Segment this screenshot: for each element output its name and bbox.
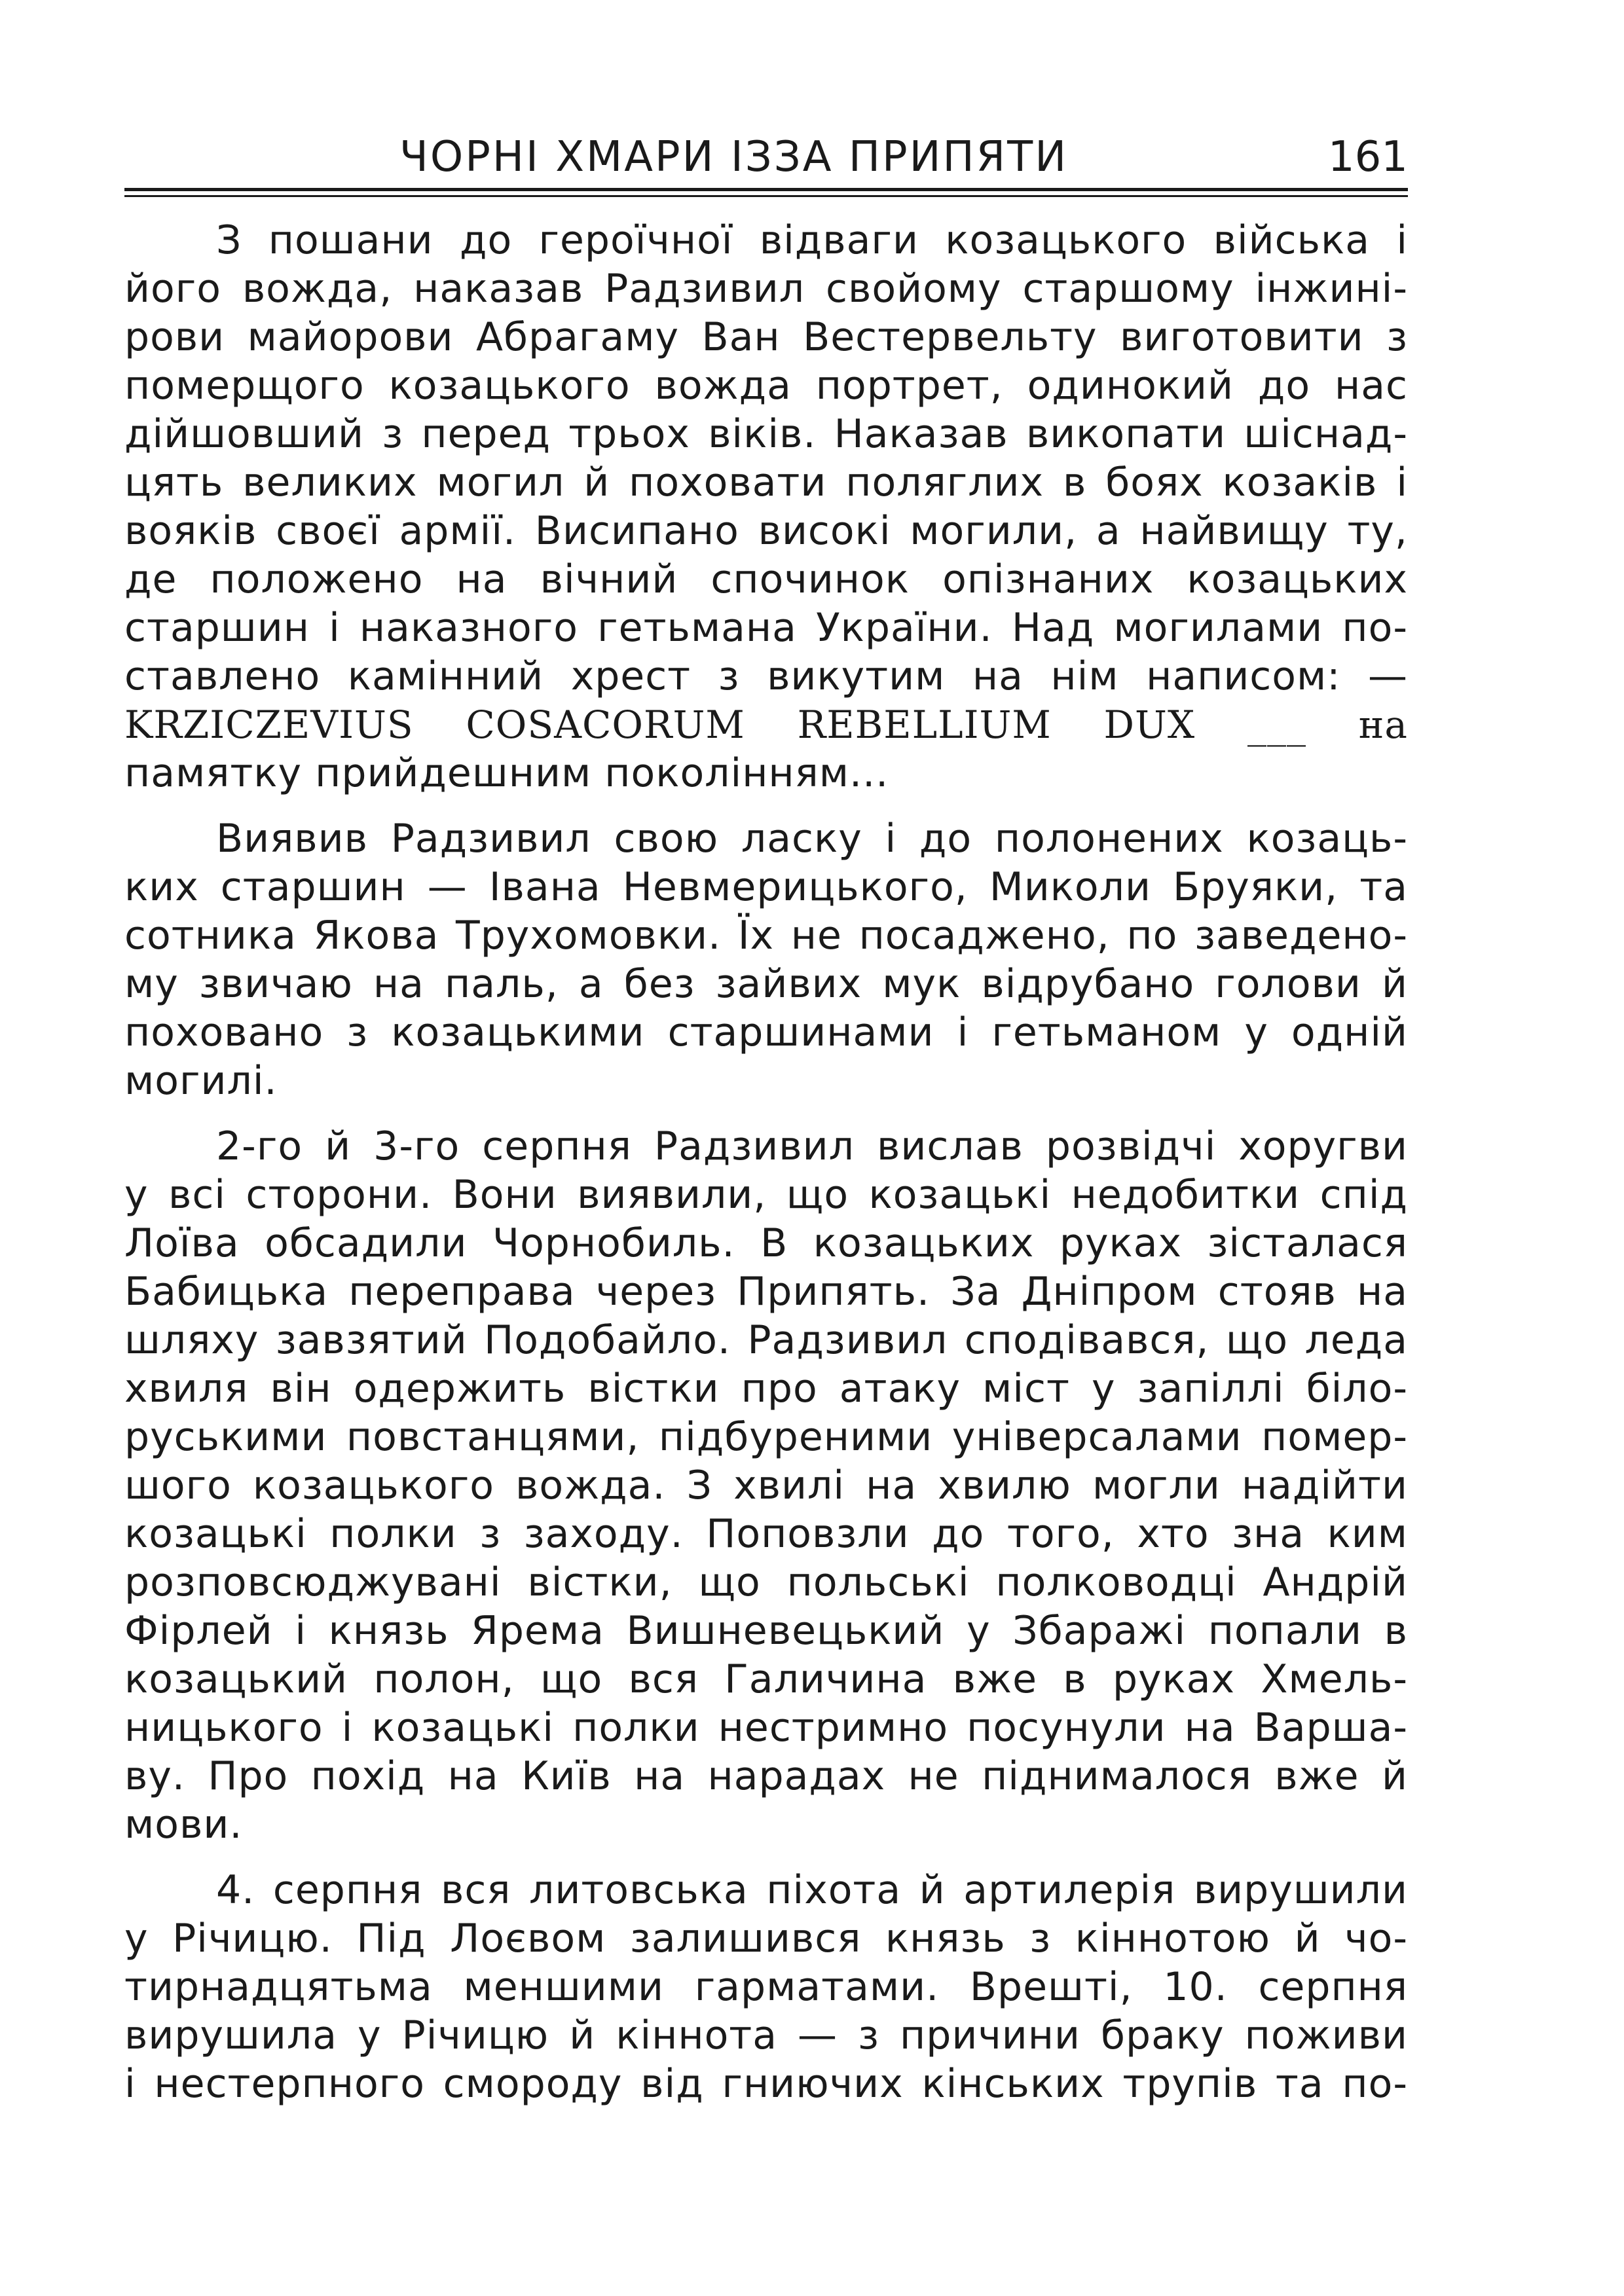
text-line: памятку прийдешним поколінням... [124, 750, 889, 796]
text-line: Фірлей і князь Ярема Вишневецький у Збаражі попали в [124, 1608, 1408, 1654]
text-line: вирушила у Річицю й кіннота — з причини браку поживи [124, 2013, 1408, 2058]
text-line: мови. [124, 1802, 243, 1848]
text-line: Лоїва обсадили Чорнобиль. В козацьких руках зісталася [124, 1220, 1408, 1266]
paragraph-2 [124, 814, 1408, 1105]
text-line: поховано з козацькими старшинами і гетьманом у одній [124, 1010, 1408, 1055]
text-line: шого козацького вожда. З хвилі на хвилю могли надійти [124, 1463, 1408, 1508]
text-line: хвиля він одержить вістки про атаку міст у запіллі біло- [124, 1366, 1408, 1412]
text-line: З пошани до героїчної відваги козацького війська і [216, 217, 1408, 263]
text-line: у всі сторони. Вони виявили, що козацькі недобитки спід [124, 1172, 1408, 1218]
text-line: козацькі полки з заходу. Поповзли до того, хто зна ким [124, 1511, 1408, 1557]
text-line: старшин і наказного гетьмана України. Над могилами по- [124, 605, 1408, 651]
text-line: 2-го й 3-го серпня Радзивил вислав розвідчі хоругви [216, 1123, 1408, 1169]
paragraph-3 [124, 1122, 1408, 1849]
text-line: у Річицю. Під Лоєвом залишився князь з кіннотою й чо- [124, 1916, 1408, 1961]
text-line: вояків своєї армії. Висипано високі могили, а найвищу ту, [124, 508, 1408, 554]
text-line: сотника Якова Трухомовки. Їх не посаджено, по заведено- [124, 913, 1408, 958]
text-line: померщого козацького вожда портрет, одинокий до нас [124, 363, 1408, 409]
text-line: 4. серпня вся литовська піхота й артилерія вирушили [216, 1867, 1408, 1913]
text-line: ких старшин — Івана Невмерицького, Миколи Бруяки, та [124, 864, 1408, 910]
running-title: ЧОРНІ ХМАРИ ІЗЗА ПРИПЯТИ [399, 133, 1069, 181]
text-line: і нестерпного смороду від гниючих кінських трупів та по- [124, 2061, 1408, 2107]
text-line: му звичаю на паль, а без зайвих мук відрубано голови й [124, 961, 1408, 1007]
page-header [124, 128, 1408, 187]
text-line: Бабицька переправа через Припять. За Дніпром стояв на [124, 1269, 1408, 1315]
header-rule-thin [124, 195, 1408, 197]
text-line: рови майорови Абрагаму Ван Вестервельту виготовити з [124, 314, 1408, 360]
text-line: ву. Про похід на Київ на нарадах не піднималося вже й [124, 1753, 1408, 1799]
paragraph-4 [124, 1866, 1408, 2108]
text-line: могилі. [124, 1058, 278, 1104]
text-line: дійшовший з перед трьох віків. Наказав викопати шіснад- [124, 411, 1408, 457]
text-line: шляху завзятий Подобайло. Радзивил сподівався, що леда [124, 1317, 1408, 1363]
body-text [124, 216, 1408, 2108]
text-line: козацький полон, що вся Галичина вже в руках Хмель- [124, 1656, 1408, 1702]
text-line: ницького і козацькі полки нестримно посунули на Варша- [124, 1705, 1408, 1751]
text-line: тирнадцятьма меншими гарматами. Врешті, 10. серпня [124, 1964, 1408, 2010]
header-rule-thick [124, 188, 1408, 191]
paragraph-gap [124, 1105, 1408, 1122]
text-line: руськими повстанцями, підбуреними універсалами помер- [124, 1414, 1408, 1460]
text-line: цять великих могил й поховати поляглих в боях козаків і [124, 460, 1408, 505]
text-line: розповсюджувані вістки, що польські полководці Андрій [124, 1559, 1408, 1605]
text-line: ставлено камінний хрест з викутим на нім написом: — [124, 653, 1408, 699]
inscription-line: KRZICZEVIUS COSACORUM REBELLIUM DUX ___ на [124, 702, 1408, 747]
paragraph-gap [124, 1849, 1408, 1866]
paragraph-1 [124, 216, 1408, 797]
paragraph-gap [124, 797, 1408, 814]
text-line: де положено на вічний спочинок опізнаних козацьких [124, 556, 1408, 602]
page-number: 161 [1327, 133, 1408, 181]
text-line: Виявив Радзивил свою ласку і до полонених козаць- [216, 816, 1408, 862]
text-line: його вожда, наказав Радзивил свойому старшому інжині- [124, 266, 1408, 312]
